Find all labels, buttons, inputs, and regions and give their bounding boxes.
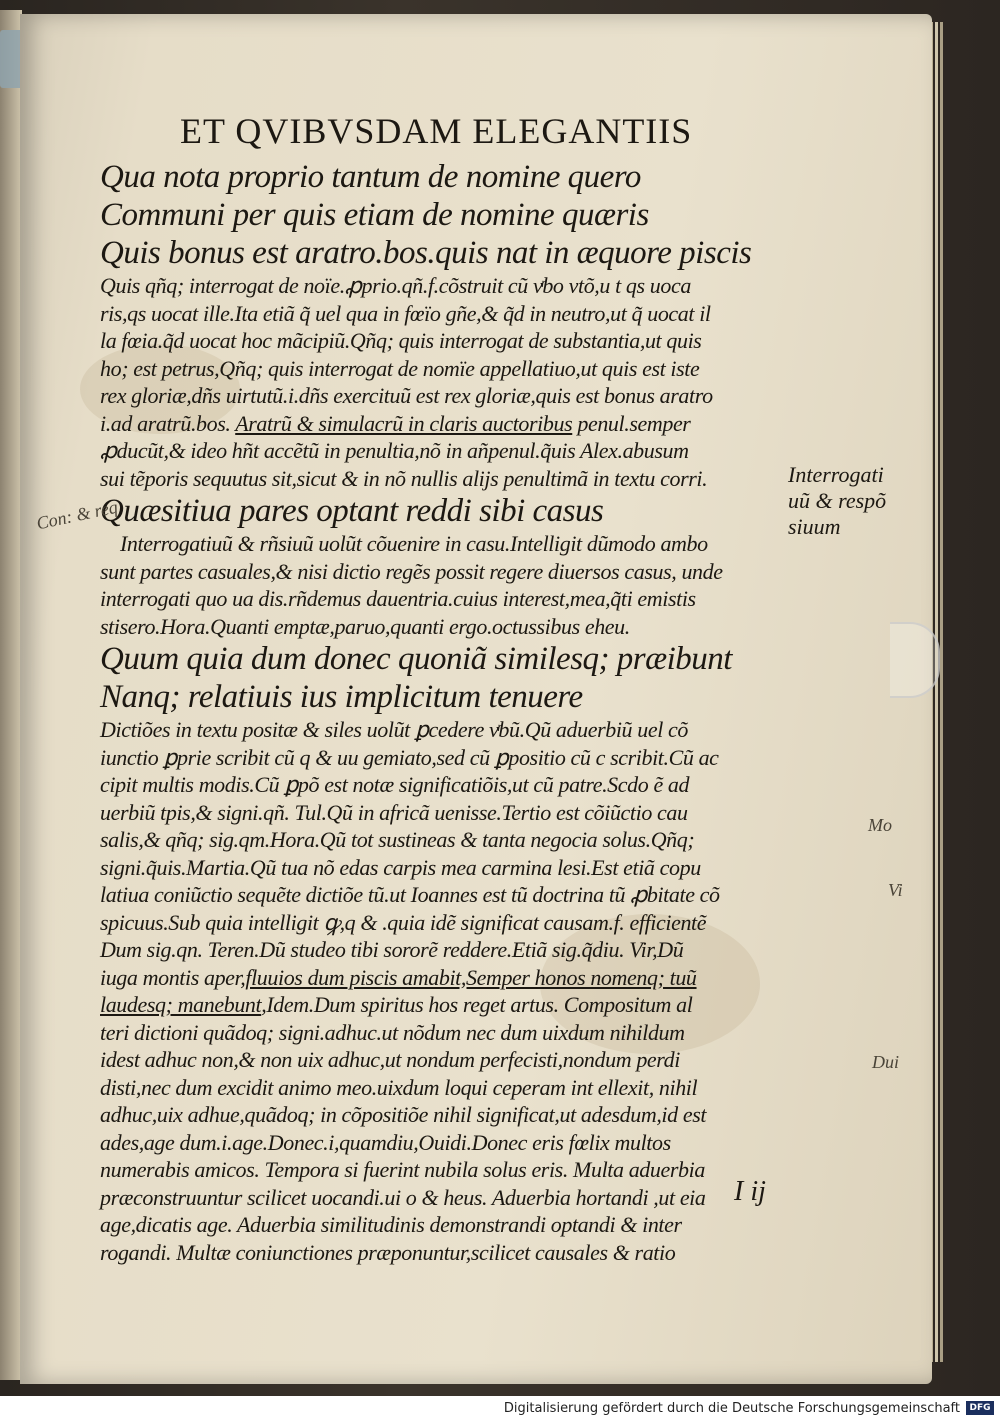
verse-line: Qua nota proprio tantum de nomine quero <box>100 159 641 195</box>
comment-line: adhuc,uix adhue,quãdoq; in cõpositiõe nihil significat,ut adesdum,id est <box>100 1102 707 1127</box>
comment-line: ades,age dum.i.age.Donec.i,quamdiu,Ouidi.Donec eris fœlix multos <box>100 1129 671 1155</box>
comment-line: teri dictioni quãdoq; signi.adhuc.ut nõdum nec dum uixdum nihildum <box>100 1019 685 1045</box>
comment-line <box>100 964 800 992</box>
comment-line: rogandi. Multæ coniunctiones præponuntur,scilicet causales & ratio <box>100 1239 676 1265</box>
comment-line: cipit multis modis.Cũ ꝑpõ est notæ significatiõis,ut cũ patre.Scdo ẽ ad <box>100 772 690 797</box>
verse-line: Nanq; relatiuis ius implicitum tenuere <box>100 679 583 715</box>
printed-margin-note <box>788 462 886 540</box>
comment-fragment: i.ad aratrũ.bos. <box>100 410 236 436</box>
margin-note-line: uũ & respõ <box>788 488 887 513</box>
signature-mark: I ij <box>734 1176 766 1207</box>
comment-line: iunctio ꝑprie scribit cũ q & uu gemiato,sed cũ ꝑpositio cũ c scribit.Cũ ac <box>100 744 719 770</box>
comment-line: interrogati quo ua dis.rñdemus dauentria.cuius interest,mea,q̃ti emistis <box>100 586 696 611</box>
dfg-logo: DFG <box>966 1401 994 1415</box>
comment-line: ho; est petrus,Qñq; quis interrogat de nomïe appellatiuo,ut quis est iste <box>100 355 700 381</box>
comment-line: Interrogatiuũ & rñsiuũ uolũt cõuenire in casu.Intelligit dũmodo ambo <box>120 531 708 556</box>
comment-line: rex gloriæ,dñs uirtutũ.i.dñs exercituũ est rex gloriæ,quis est bonus aratro <box>100 383 713 408</box>
comment-line: præconstruuntur scilicet uocandi.ui o & heus. Aduerbia hortandi ,ut eia <box>100 1184 706 1210</box>
page-stack-edge <box>935 22 938 1362</box>
verse-group-3 <box>100 640 800 716</box>
comment-line: ꝓducũt,& ideo hñt accẽtũ in penultia,nõ in añpenul.q̃uis Alex.abusum <box>100 438 689 463</box>
comment-fragment: ,Idem.Dum spiritus hos reget artus. Compositum al <box>261 992 693 1017</box>
comment-line: stisero.Hora.Quanti emptæ,paruo,quanti ergo.octussibus eheu. <box>100 613 630 639</box>
verse-line: Quæsitiua pares optant reddi sibi casus <box>100 493 604 529</box>
margin-note-line: Interrogati <box>788 462 884 487</box>
underlined-passage: laudesq; manebunt <box>100 992 262 1017</box>
comment-fragment: penul.semper <box>572 410 691 436</box>
comment-line: uerbiũ tpis,& signi.qñ. Tul.Qũ in africã uenisse.Tertio est cõiũctio cau <box>100 799 688 825</box>
handwritten-note-right: Mo <box>868 815 892 835</box>
comment-line <box>100 410 800 438</box>
comment-line: disti,nec dum excidit animo meo.uixdum loqui ceperam int ellexit, nihil <box>100 1074 698 1100</box>
verse-line: Communi per quis etiam de nomine quæris <box>100 197 649 233</box>
verse-group-1 <box>100 158 800 272</box>
comment-line: numerabis amicos. Tempora si fuerint nubila solus eris. Multa aduerbia <box>100 1157 705 1182</box>
page-clip <box>890 622 940 698</box>
commentary-2 <box>100 530 800 640</box>
comment-line: spicuus.Sub quia intelligit ꝙ,q & .quia idẽ significat causam.f. efficientẽ <box>100 909 707 935</box>
handwritten-note-right: Dui <box>872 1052 899 1072</box>
text-block <box>100 110 800 1266</box>
footer-bar <box>0 1396 1000 1422</box>
running-head: ET QVIBVSDAM ELEGANTIIS <box>180 111 693 151</box>
comment-line <box>100 991 800 1019</box>
comment-line: signi.q̃uis.Martia.Qũ tua nõ edas carpis mea carmina lesi.Est etiã copu <box>100 854 701 880</box>
page-stack-edge <box>940 22 943 1362</box>
comment-line: sui tẽporis sequutus sit,sicut & in nõ nullis alijs penultimã in textu corri. <box>100 465 708 491</box>
comment-line: Dum sig.qn. Teren.Dũ studeo tibi sororẽ reddere.Etiã sig.q̃diu. Vir,Dũ <box>100 937 684 962</box>
funding-credit: Digitalisierung gefördert durch die Deutsche Forschungsgemeinschaft <box>503 1401 960 1416</box>
underlined-passage: fluuios dum piscis amabit,Semper honos nomenq; tuũ <box>245 964 697 990</box>
comment-line: la fœia.q̃d uocat hoc mãcipiũ.Qñq; quis interrogat de substantia,ut quis <box>100 328 702 353</box>
underlined-passage: Aratrũ & simulacrũ in claris auctoribus <box>235 410 573 436</box>
verse-line: Quum quia dum donec quoniã similesq; præibunt <box>100 641 732 677</box>
commentary-3 <box>100 716 800 1266</box>
left-page-edge <box>0 10 22 1380</box>
comment-line: Quis qñq; interrogat de noïe.ꝓprio.qñ.f.cõstruit cũ vͬbo vtõ,u t qs uoca <box>100 273 691 298</box>
comment-line: sunt partes casuales,& nisi dictio regẽs possit regere diuersos casus, unde <box>100 558 723 584</box>
commentary-1 <box>100 272 800 492</box>
comment-fragment: iuga montis aper, <box>100 964 246 990</box>
comment-line: ris,qs uocat ille.Ita etiã q̃ uel qua in fœïo gñe,& q̃d in neutro,ut q̃ uocat il <box>100 300 711 326</box>
handwritten-note-right: Vi <box>888 880 903 900</box>
handwritten-note-left: Con: & req <box>34 496 120 534</box>
comment-line: idest adhuc non,& non uix adhuc,ut nondum perfecisti,nondum perdi <box>100 1047 680 1072</box>
comment-line: age,dicatis age. Aduerbia similitudinis demonstrandi optandi & inter <box>100 1212 682 1237</box>
comment-line: salis,& qñq; sig.qm.Hora.Qũ tot sustineas & tanta negocia solus.Qñq; <box>100 827 695 852</box>
comment-line: Dictiões in textu positæ & siles uolũt ꝑcedere vͬbũ.Qũ aduerbiũ uel cõ <box>100 717 688 742</box>
verse-line: Quis bonus est aratro.bos.quis nat in æquore piscis <box>100 235 752 271</box>
comment-line: latiua coniũctio sequẽte dictiõe tũ.ut Ioannes est tũ doctrina tũ ꝓbitate cõ <box>100 882 720 907</box>
margin-note-line: siuum <box>788 514 841 539</box>
